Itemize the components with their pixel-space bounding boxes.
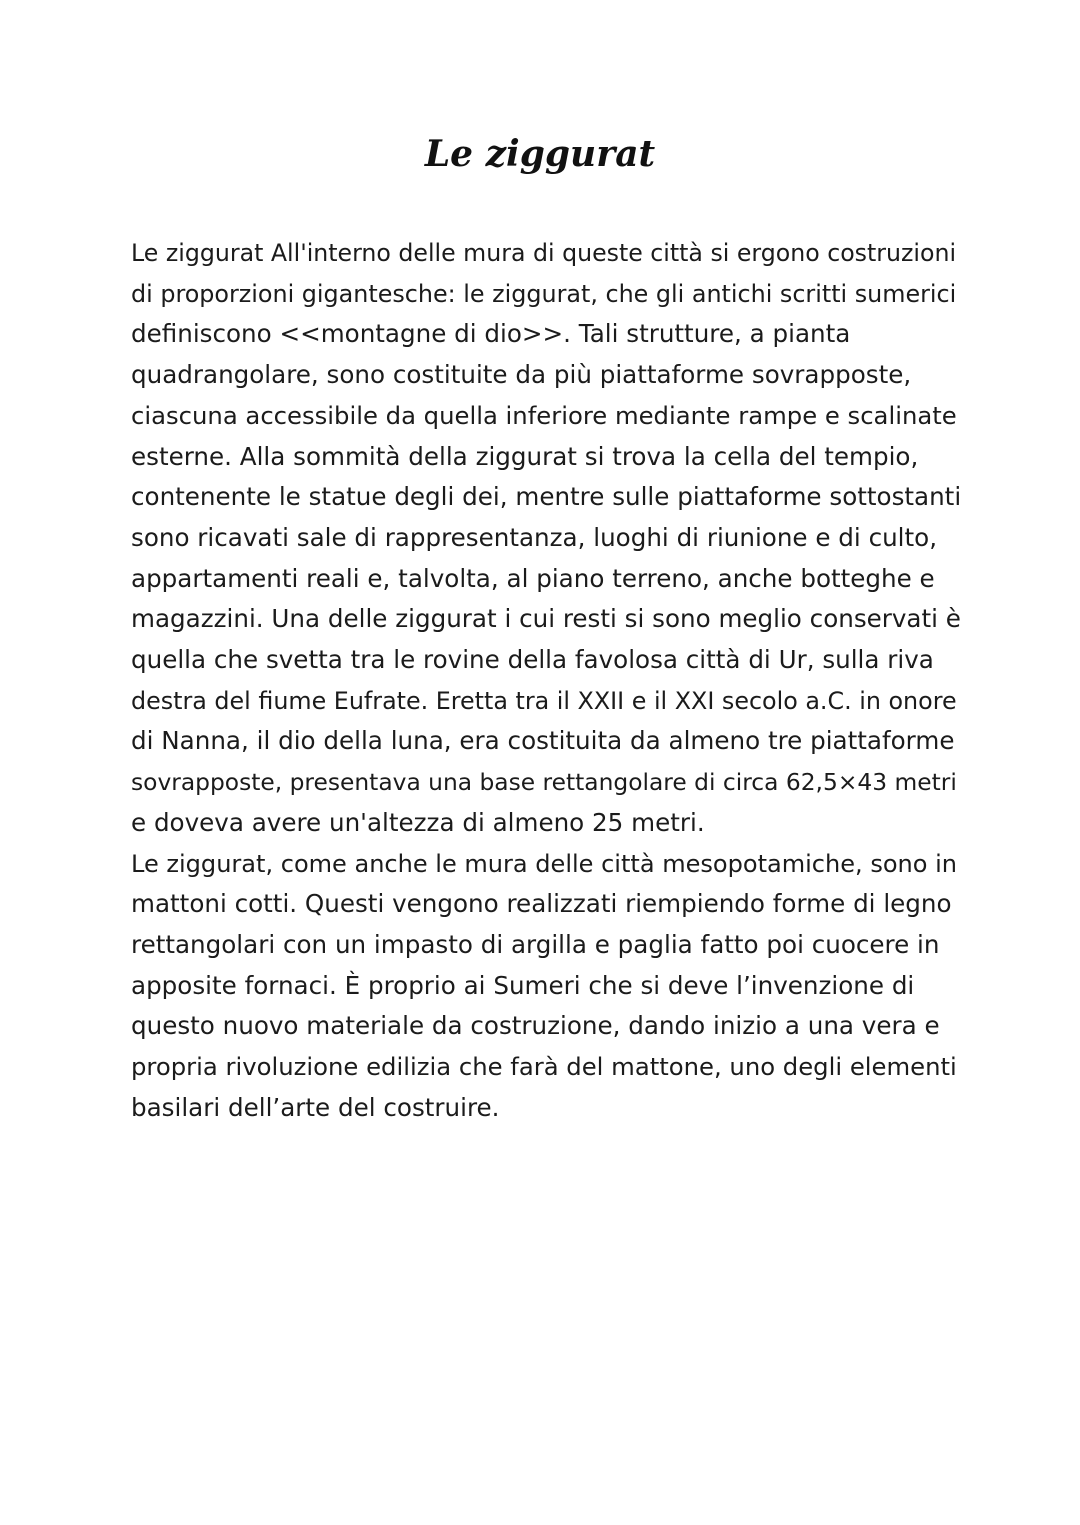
text-line: Le ziggurat, come anche le mura delle città mesopotamiche, sono in bbox=[131, 849, 958, 878]
text-line: di Nanna, il dio della luna, era costituita da almeno tre piattaforme bbox=[131, 726, 955, 756]
text-line: appartamenti reali e, talvolta, al piano terreno, anche botteghe e bbox=[131, 563, 935, 593]
text-line: quadrangolare, sono costituite da più piattaforme sovrapposte, bbox=[131, 360, 912, 390]
text-line: questo nuovo materiale da costruzione, dando inizio a una vera e bbox=[131, 1011, 940, 1041]
text-line: ciascuna accessibile da quella inferiore mediante rampe e scalinate bbox=[131, 400, 957, 430]
text-line: contenente le statue degli dei, mentre sulle piattaforme sottostanti bbox=[131, 482, 962, 512]
text-line: magazzini. Una delle ziggurat i cui resti si sono meglio conservati è bbox=[131, 604, 961, 634]
text-line: mattoni cotti. Questi vengono realizzati riempiendo forme di legno bbox=[131, 889, 952, 919]
text-line: quella che svetta tra le rovine della favolosa città di Ur, sulla riva bbox=[131, 645, 934, 675]
page-title: Le ziggurat bbox=[424, 133, 656, 175]
text-line: sono ricavati sale di rappresentanza, luoghi di riunione e di culto, bbox=[131, 522, 938, 552]
text-line: di proporzioni gigantesche: le ziggurat, che gli antichi scritti sumerici bbox=[131, 279, 957, 308]
body-text bbox=[131, 233, 961, 1128]
text-line: rettangolari con un impasto di argilla e paglia fatto poi cuocere in bbox=[131, 929, 940, 959]
text-line: propria rivoluzione edilizia che farà del mattone, uno degli elementi bbox=[131, 1052, 957, 1082]
text-line: sovrapposte, presentava una base rettangolare di circa 62,5×43 metri bbox=[131, 768, 957, 797]
text-line: destra del fiume Eufrate. Eretta tra il XXII e il XXI secolo a.C. in onore bbox=[131, 686, 957, 715]
text-line: apposite fornaci. È proprio ai Sumeri che si deve l’invenzione di bbox=[131, 970, 915, 1000]
text-line: definiscono <<montagne di dio>>. Tali strutture, a pianta bbox=[131, 319, 851, 349]
text-line: basilari dell’arte del costruire. bbox=[131, 1092, 500, 1122]
text-line: esterne. Alla sommità della ziggurat si trova la cella del tempio, bbox=[131, 441, 919, 471]
text-line: Le ziggurat All'interno delle mura di queste città si ergono costruzioni bbox=[131, 239, 957, 267]
text-line: e doveva avere un'altezza di almeno 25 metri. bbox=[131, 807, 705, 837]
